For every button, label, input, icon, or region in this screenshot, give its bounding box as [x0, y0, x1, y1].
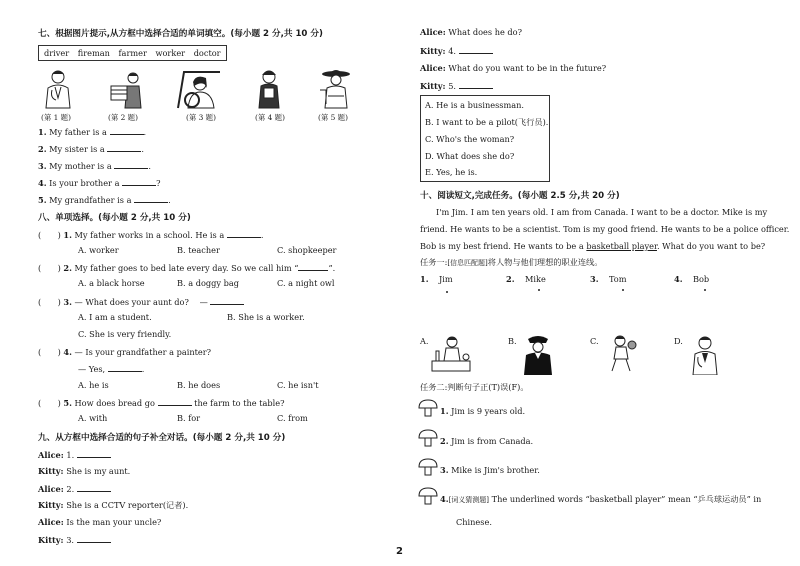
word-fireman: fireman — [77, 48, 110, 58]
dialog-line-1: Alice: 1. — [38, 449, 111, 460]
name-bob: 4. Bob — [674, 274, 710, 284]
tf-item-4: 4.[词义猜测题] The underlined words “basketball player” mean “乒乓球运动员” in — [440, 494, 762, 504]
s8-4-option-a: A. he is — [78, 380, 109, 390]
word-doctor: doctor — [193, 48, 221, 58]
dialog-option-e: E. Yes, he is. — [425, 167, 478, 177]
s8-1-option-a: A. worker — [78, 245, 119, 255]
doctor-picture-icon-2 — [688, 333, 722, 375]
farmer-picture-icon — [318, 68, 354, 110]
answer-mushroom-icon[interactable] — [418, 429, 438, 447]
answer-paren[interactable]: ( ) — [38, 263, 61, 273]
s7-question-4: 4. Is your brother a ? — [38, 178, 161, 188]
fireman-picture-icon — [254, 68, 284, 110]
answer-blank[interactable] — [298, 262, 328, 271]
police-officer-picture-icon — [520, 333, 556, 375]
page-number: 2 — [396, 546, 403, 557]
pic-label-c: C. — [590, 336, 599, 346]
answer-blank[interactable] — [114, 160, 148, 169]
s8-4-option-c: C. he isn't — [277, 380, 319, 390]
dialog-line-8: Kitty: 4. — [420, 45, 493, 56]
passage-line-3: Bob is my best friend. He wants to be a basketball player. What do you want to be? — [420, 241, 766, 251]
match-dot-mike[interactable] — [538, 289, 540, 291]
tf-item-1: 1. Jim is 9 years old. — [440, 406, 526, 416]
s8-item-3: ( ) 3. — What does your aunt do? — — [38, 296, 244, 308]
answer-blank[interactable] — [459, 80, 493, 89]
answer-blank[interactable] — [158, 397, 192, 406]
answer-blank[interactable] — [459, 45, 493, 54]
match-dot-tom[interactable] — [622, 289, 624, 291]
answer-blank[interactable] — [107, 143, 141, 152]
answer-mushroom-icon[interactable] — [418, 399, 438, 417]
answer-blank[interactable] — [134, 194, 168, 203]
match-dot-jim[interactable] — [446, 291, 448, 293]
s8-item-1: ( ) 1. My father works in a school. He is a . — [38, 230, 264, 240]
caption-5: (第 5 题) — [318, 113, 348, 122]
section-7-title: 七、根据图片提示,从方框中选择合适的单词填空。(每小题 2 分,共 10 分) — [38, 29, 323, 39]
answer-blank[interactable] — [77, 449, 111, 458]
caption-3: (第 3 题) — [186, 113, 216, 122]
tf-item-2: 2. Jim is from Canada. — [440, 436, 534, 446]
s8-5-option-c: C. from — [277, 413, 308, 423]
s8-5-option-a: A. with — [78, 413, 108, 423]
passage-line-2: friend. He wants to be a scientist. Tom is my good friend. He wants to be a police officer. — [420, 224, 790, 234]
pic-label-a: A. — [420, 336, 429, 346]
answer-mushroom-icon[interactable] — [418, 458, 438, 476]
s8-2-option-b: B. a doggy bag — [177, 278, 239, 288]
answer-blank[interactable] — [110, 126, 144, 135]
dialog-line-9: Alice: What do you want to be in the future? — [420, 63, 607, 73]
task-2-instruction: 任务二:判断句子正(T)误(F)。 — [420, 382, 529, 392]
s7-question-5: 5. My grandfather is a . — [38, 195, 171, 205]
s7-question-3: 3. My mother is a . — [38, 161, 151, 171]
basketball-player-picture-icon — [606, 333, 638, 373]
dialog-option-b: B. I want to be a pilot(飞行员). — [425, 117, 549, 127]
s8-5-option-b: B. for — [177, 413, 201, 423]
dialog-line-7: Alice: What does he do? — [420, 27, 522, 37]
answer-blank[interactable] — [77, 534, 111, 543]
dialog-option-c: C. Who's the woman? — [425, 134, 515, 144]
answer-blank[interactable] — [227, 229, 261, 238]
dialog-line-3: Alice: 2. — [38, 483, 111, 494]
s8-item-4-line-2: — Yes, . — [78, 364, 145, 374]
section-9-title: 九、从方框中选择合适的句子补全对话。(每小题 2 分,共 10 分) — [38, 433, 286, 443]
caption-1: (第 1 题) — [41, 113, 71, 122]
answer-paren[interactable]: ( ) — [38, 297, 61, 307]
s8-item-4: ( ) 4. — Is your grandfather a painter? — [38, 347, 212, 357]
scientist-picture-icon — [430, 333, 472, 373]
name-jim: 1. Jim — [420, 274, 453, 284]
dialog-line-2: Kitty: She is my aunt. — [38, 466, 131, 476]
dialog-option-d: D. What does she do? — [425, 151, 515, 161]
answer-blank[interactable] — [210, 296, 244, 305]
tf-item-3: 3. Mike is Jim's brother. — [440, 465, 540, 475]
answer-blank[interactable] — [122, 177, 156, 186]
worker-picture-icon — [107, 70, 147, 110]
s8-4-option-b: B. he does — [177, 380, 221, 390]
task-1-instruction: 任务一:[信息匹配题]将人物与他们理想的职业连线。 — [420, 257, 603, 267]
caption-4: (第 4 题) — [255, 113, 285, 122]
section-10-title: 十、阅读短文,完成任务。(每小题 2.5 分,共 20 分) — [420, 191, 620, 201]
s7-question-1: 1. My father is a . — [38, 127, 147, 137]
word-box — [38, 45, 227, 61]
pic-label-d: D. — [674, 336, 683, 346]
answer-blank[interactable] — [77, 483, 111, 492]
s8-2-option-a: A. a black horse — [78, 278, 145, 288]
section-8-title: 八、单项选择。(每小题 2 分,共 10 分) — [38, 213, 191, 223]
caption-2: (第 2 题) — [108, 113, 138, 122]
word-farmer: farmer — [118, 48, 147, 58]
match-dot-bob[interactable] — [704, 289, 706, 291]
answer-mushroom-icon[interactable] — [418, 487, 438, 505]
dialog-option-a: A. He is a businessman. — [425, 100, 524, 110]
dialog-line-10: Kitty: 5. — [420, 80, 493, 91]
s8-3-option-c: C. She is very friendly. — [78, 329, 172, 339]
answer-paren[interactable]: ( ) — [38, 398, 61, 408]
underlined-words: basketball player — [586, 241, 657, 251]
dialog-line-4: Kitty: She is a CCTV reporter(记者). — [38, 500, 189, 510]
s8-item-2: ( ) 2. My father goes to bed late every day. So we call him “ ”. — [38, 263, 336, 273]
passage-line-1: I'm Jim. I am ten years old. I am from Canada. I want to be a doctor. Mike is my — [436, 207, 768, 217]
answer-blank[interactable] — [108, 363, 142, 372]
name-tom: 3. Tom — [590, 274, 627, 284]
word-driver: driver — [44, 48, 70, 58]
word-worker: worker — [155, 48, 186, 58]
s8-item-5: ( ) 5. How does bread go the farm to the table? — [38, 398, 285, 408]
s8-2-option-c: C. a night owl — [277, 278, 335, 288]
tf-item-4-line-2: Chinese. — [456, 517, 492, 527]
answer-paren[interactable]: ( ) — [38, 230, 61, 240]
doctor-picture-icon — [40, 68, 76, 110]
s8-1-option-c: C. shopkeeper — [277, 245, 337, 255]
dialog-line-5: Alice: Is the man your uncle? — [38, 517, 162, 527]
s8-3-option-b: B. She is a worker. — [227, 312, 305, 322]
s8-1-option-b: B. teacher — [177, 245, 220, 255]
driver-picture-icon — [176, 68, 222, 110]
s8-3-option-a: A. I am a student. — [78, 312, 152, 322]
pic-label-b: B. — [508, 336, 517, 346]
answer-paren[interactable]: ( ) — [38, 347, 61, 357]
name-mike: 2. Mike — [506, 274, 546, 284]
dialog-line-6: Kitty: 3. — [38, 534, 111, 545]
s7-question-2: 2. My sister is a . — [38, 144, 144, 154]
